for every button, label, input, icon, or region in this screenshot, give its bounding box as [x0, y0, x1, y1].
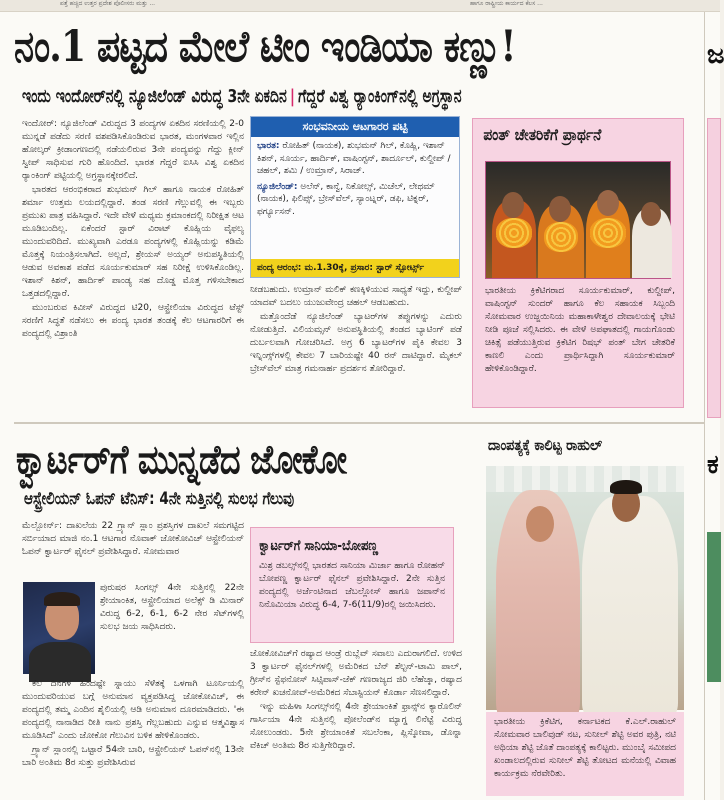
- story1-column-1: [22, 118, 244, 416]
- edge-pink-box: [707, 118, 721, 418]
- edge-glyph: ಜ: [707, 40, 724, 70]
- tennis-column-1-bottom: [22, 678, 244, 796]
- tennis-subhead: ಆಸ್ಟ್ರೇಲಿಯನ್ ಓಪನ್ ಟೆನಿಸ್: 4ನೇ ಸುತ್ತಿನಲ್ಲಿ ಸುಲಭ ಗೆಲುವು: [24, 489, 295, 509]
- tennis-paragraph: ಇನ್ನು ಮಹಿಳಾ ಸಿಂಗಲ್ಸ್‌ನಲ್ಲಿ 4ನೇ ಶ್ರೇಯಾಂಕಿತೆ ಫ್ರಾನ್ಸ್‌ನ ಕ್ಯಾರೊಲಿನ್ ಗಾರ್ಸಿಯಾ 4ನೇ ಸುತ್ತಿನಲ್ಲಿ ಪೋಲೆಂಡ್‌ನ ಮ್ಯಾಗ್ಡ ಲಿನೆಟ್ಟೆ ವಿರುದ್ಧ ಸೋಲುಂಡರು. 5ನೇ ಶ್ರೇಯಾಂಕಿತೆ ಸಬಲೆಂಕಾ, ಪ್ಲಿಸ್ಕೋವಾ, ಡೊನ್ನಾ ವೆಕಿಚ್ ಅಂತಿಮ 8ರ ಸುತ್ತಿಗೇರಿದ್ದಾರೆ.: [250, 702, 462, 751]
- adjacent-page-edge: [704, 12, 724, 800]
- main-headline: ನಂ.1 ಪಟ್ಟದ ಮೇಲೆ ಟೀಂ ಇಂಡಿಯಾ ಕಣ್ಣು!: [14, 22, 516, 72]
- story1-paragraph: ಇಂದೋರ್: ನ್ಯೂಜಿಲೆಂಡ್ ವಿರುದ್ಧದ 3 ಪಂದ್ಯಗಳ ಏಕದಿನ ಸರಣಿಯಲ್ಲಿ 2-0 ಮುನ್ನಡೆ ಪಡೆದು ಸರಣಿ ವಶಪಡಿಸಿಕೊಂಡಿರುವ ಭಾರತ, ಮಂಗಳವಾರ ಇಲ್ಲಿನ ಹೋಲ್ಕರ್ ಕ್ರೀಡಾಂಗಣದಲ್ಲಿ ನಡೆಯಲಿರುವ 3ನೇ ಪಂದ್ಯವನ್ನು ಗೆದ್ದು ಕ್ಲೀನ್ ಸ್ವೀಪ್ ಸಾಧಿಸುವ ಗುರಿ ಹೊಂದಿದೆ. ಭಾರತ ಗೆದ್ದರೆ ಐಸಿಸಿ ವಿಶ್ವ ಏಕದಿನ ರ‍್ಯಾಂಕಿಂಗ್ ಪಟ್ಟಿಯಲ್ಲಿ ಅಗ್ರಸ್ಥಾನಕ್ಕೇರಲಿದೆ.: [22, 119, 244, 181]
- rahul-wedding-text: ಭಾರತೀಯ ಕ್ರಿಕೆಟಿಗ, ಕರ್ನಾಟಕದ ಕೆ.ಎಲ್.ರಾಹುಲ್ ಸೋಮವಾರ ಬಾಲಿವುಡ್ ನಟ, ಸುನೀಲ್ ಶೆಟ್ಟಿ ಅವರ ಪುತ್ರಿ, ನಟಿ ಅಥಿಯಾ ಶೆಟ್ಟಿ ಜೊತೆ ದಾಂಪತ್ಯಕ್ಕೆ ಕಾಲಿಟ್ಟರು. ಮುಂಬೈ ಸಮೀಪದ ಖಂಡಾಲದಲ್ಲಿರುವ ಸುನೀಲ್ ಶೆಟ್ಟಿ ತೋಟದ ಮನೆಯಲ್ಲಿ ವಿವಾಹ ಕಾರ್ಯಕ್ರಮ ನೆರವೇರಿತು.: [486, 712, 684, 796]
- pant-box-title: ಪಂತ್ ಚೇತರಿಕೆಗೆ ಪ್ರಾರ್ಥನೆ: [483, 125, 602, 144]
- rahul-wedding-title: ದಾಂಪತ್ಯಕ್ಕೆ ಕಾಲಿಟ್ಟ ರಾಹುಲ್: [488, 436, 603, 454]
- pant-box-text: ಭಾರತೀಯ ಕ್ರಿಕೆಟಿಗರಾದ ಸೂರ್ಯಕುಮಾರ್, ಕುಲ್ದೀಪ್, ವಾಷಿಂಗ್ಟನ್ ಸುಂದರ್ ಹಾಗೂ ಕೆಲ ಸಹಾಯಕ ಸಿಬ್ಬಂದಿ ಸೋಮವಾರ ಉಜ್ಜಯಿನಿಯ ಮಹಾಕಾಳೇಶ್ವರ ದೇವಾಲಯಕ್ಕೆ ಭೇಟಿ ನೀಡಿ ಪೂಜೆ ಸಲ್ಲಿಸಿದರು. ಈ ವೇಳೆ ಅಪಘಾತದಲ್ಲಿ ಗಾಯಗೊಂಡು ಚಿಕಿತ್ಸೆ ಪಡೆಯುತ್ತಿರುವ ಕ್ರಿಕೆಟಿಗ ರಿಷಭ್ ಪಂತ್ ಬೇಗ ಚೇತರಿಕೆ ಕಾಣಲಿ ಎಂದು ಪ್ರಾರ್ಥಿಸಿದ್ದಾಗಿ ಸೂರ್ಯಕುಮಾರ್ ಹೇಳಿಕೊಂಡಿದ್ದಾರೆ.: [485, 286, 675, 374]
- edge-photo: [707, 532, 721, 682]
- tennis-column-2: [250, 648, 462, 796]
- strip-text-right: ಹಾಗೂ ರಾಷ್ಟ್ರೀಯ ಕಾರ್ಯದ ಕೆಲಸ ...: [470, 0, 543, 7]
- sania-bopanna-box: [250, 527, 454, 643]
- sania-box-text: ಮಿಶ್ರ ಡಬಲ್ಸ್‌ನಲ್ಲಿ ಭಾರತದ ಸಾನಿಯಾ ಮಿರ್ಜಾ ಹಾಗೂ ರೋಹನ್ ಬೋಪಣ್ಣ ಕ್ವಾರ್ಟರ್ ಫೈನಲ್ ಪ್ರವೇಶಿಸಿದ್ದಾರೆ. 2ನೇ ಸುತ್ತಿನ ಪಂದ್ಯದಲ್ಲಿ ಅರ್ಜೆಂಟಿನಾದ ಜೆಬಲ್ಲೋಸ್ ಹಾಗೂ ಜಪಾನ್‌ನ ನಿನೊಮಿಯಾ ವಿರುದ್ಧ 6-4, 7-6(11/9)ರಲ್ಲಿ ಜಯಿಸಿದರು.: [259, 561, 445, 610]
- tennis-headline: ಕ್ವಾರ್ಟರ್‌ಗೆ ಮುನ್ನಡೆದ ಜೋಕೋ: [16, 436, 347, 483]
- tennis-column-1-top: ಮೆಲ್ಬೋರ್ನ್: ದಾಖಲೆಯ 22 ಗ್ರ್ಯಾನ್ ಸ್ಲಾಂ ಪ್ರಶಸ್ತಿಗಳ ದಾಖಲೆ ಸಮಗಟ್ಟಿದ ಸರ್ಬಿಯಾದ ಮಾಜಿ ನಂ.1 ಆಟಗಾರ ನೊವಾಕ್ ಜೋಕೋವಿಚ್ ಆಸ್ಟ್ರೇಲಿಯನ್ ಓಪನ್ ಕ್ವಾರ್ಟರ್ ಫೈನಲ್ ಪ್ರವೇಶಿಸಿದ್ದಾರೆ. ಸೋಮವಾರ: [22, 521, 244, 557]
- story1-paragraph: ಭಾರತದ ಆರಂಭಿಕರಾದ ಶುಭಮನ್ ಗಿಲ್ ಹಾಗೂ ನಾಯಕ ರೋಹಿತ್ ಶರ್ಮಾ ಉತ್ತಮ ಲಯದಲ್ಲಿದ್ದಾರೆ. ತಂಡ ಸರಣಿ ಗೆಲ್ಲುವಲ್ಲಿ ಈ ಇಬ್ಬರು ಪ್ರಮುಖ ಪಾತ್ರ ವಹಿಸಿದ್ದಾರೆ. ಇದೇ ವೇಳೆ ಮಧ್ಯಮ ಕ್ರಮಾಂಕದಲ್ಲಿ ನಿರೀಕ್ಷಿತ ಆಟ ಮೂಡಿಬಂದಿಲ್ಲ. ಏಕೆಂದರೆ ಸ್ಟಾರ್ ವಿರಾಟ್ ಕೊಹ್ಲಿಯ ವೈಫಲ್ಯ ಮುಂದುವರಿದಿದೆ. ಮುಖ್ಯವಾಗಿ ಎರಡೂ ಪಂದ್ಯಗಳಲ್ಲಿ ಕೊಹ್ಲಿಯನ್ನು ಕಡಿಮೆ ಮೊತ್ತಕ್ಕೆ ನಿಯಂತ್ರಿಸಲಾಗಿದೆ. ಅಲ್ಲದೆ, ಶ್ರೇಯಸ್ ಅಯ್ಯರ್ ಅನುಪಸ್ಥಿತಿಯಲ್ಲಿ ಆಡುವ ಅವಕಾಶ ಪಡೆದ ಸೂರ್ಯಕುಮಾರ್ ಸಹ ನಿರೀಕ್ಷೆ ಉಳಿಸಿಕೊಂಡಿಲ್ಲ. ಇಶಾನ್ ಕಿಶನ್, ಹಾರ್ದಿಕ್ ಪಾಂಡ್ಯ ಸಹ ದೊಡ್ಡ ಮೊತ್ತ ಗಳಿಸಬೇಕಾದ ಒತ್ತಡದಲ್ಲಿದ್ದಾರೆ.: [22, 185, 244, 299]
- subhead-right: ಗೆದ್ದರೆ ವಿಶ್ವ ರ‍್ಯಾಂಕಿಂಗ್‌ನಲ್ಲಿ ಅಗ್ರಸ್ಥಾನ: [298, 86, 462, 107]
- section-divider: [14, 422, 704, 424]
- sania-box-title: ಕ್ವಾರ್ಟರ್‌ಗೆ ಸಾನಿಯಾ-ಬೋಪಣ್ಣ: [259, 538, 379, 554]
- temple-visit-photo: [485, 161, 671, 279]
- nz-label: ನ್ಯೂಜಿಲೆಂಡ್:: [257, 181, 298, 192]
- nz-players: ಅಲೆನ್, ಕಾನ್ವೆ, ನಿಕೋಲ್ಸ್, ಮಿಚೆಲ್, ಲೇಥಮ್ (ನಾಯಕ), ಫಿಲಿಪ್ಸ್, ಬ್ರೇಸ್‌ವೆಲ್, ಸ್ಯಾಂಟ್ನರ್, ಡಫಿ, ಟಿಕ್ನರ್, ಫರ್ಗ್ಯೂಸನ್.: [257, 181, 435, 217]
- probable-players-box: [250, 116, 460, 278]
- india-players: ರೋಹಿತ್ (ನಾಯಕ), ಶುಭಮನ್ ಗಿಲ್, ಕೊಹ್ಲಿ, ಇಶಾನ್ ಕಿಶನ್, ಸೂರ್ಯ, ಹಾರ್ದಿಕ್, ವಾಷಿಂಗ್ಟನ್, ಶಾರ್ದೂಲ್, ಕುಲ್ದೀಪ್ / ಚಹಲ್, ಶಮಿ / ಉಮ್ರಾನ್, ಸಿರಾಜ್.: [257, 141, 451, 176]
- nz-team: [257, 181, 453, 219]
- subhead-left: ಇಂದು ಇಂದೋರ್‌ನಲ್ಲಿ ನ್ಯೂಜಿಲೆಂಡ್ ವಿರುದ್ಧ 3ನೇ ಏಕದಿನ: [22, 86, 287, 107]
- tennis-paragraph: ಕೆಲ ದಿನಗಳ ಹಿಂದಷ್ಟೇ ಸ್ನಾಯು ಸೆಳೆತಕ್ಕೆ ಒಳಗಾಗಿ ಟೂರ್ನಿಯಲ್ಲಿ ಮುಂದುವರಿಯುವ ಬಗ್ಗೆ ಅನುಮಾನ ವ್ಯಕ್ತಪಡಿಸಿದ್ದ ಜೋಕೋವಿಚ್, ಈ ಪಂದ್ಯದಲ್ಲಿ ತಮ್ಮ ಎಂದಿನ ಶೈಲಿಯಲ್ಲಿ ಆಡಿ ಅನುಮಾನ ದೂರಮಾಡಿದರು. 'ಈ ಪಂದ್ಯದಲ್ಲಿ ನಾನಾಡಿದ ರೀತಿ ನಾನು ಪ್ರಶಸ್ತಿ ಗೆಲ್ಲಬಹುದು ಎನ್ನುವ ಆತ್ಮವಿಶ್ವಾಸ ಮೂಡಿಸಿದೆ' ಎಂದು ಜೋಕೋ ಗೆಲುವಿನ ಬಳಿಕ ಹೇಳಿಕೊಂಡರು.: [22, 679, 244, 741]
- story1-paragraph: ಮುಂಬರುವ ಕಿವೀಸ್ ವಿರುದ್ಧದ ಟಿ20, ಆಸ್ಟ್ರೇಲಿಯಾ ವಿರುದ್ಧದ ಟೆಸ್ಟ್ ಸರಣಿಗೆ ಸಿದ್ಧತೆ ನಡೆಸಲು ಈ ಪಂದ್ಯ ಭಾರತ ತಂಡಕ್ಕೆ ಕೆಲ ಆಟಗಾರರಿಗೆ ಈ ಪಂದ್ಯದಲ್ಲಿ ವಿಶ್ರಾಂತಿ: [22, 303, 244, 339]
- india-label: ಭಾರತ:: [257, 141, 280, 151]
- tennis-column-1-side: ಪುರುಷರ ಸಿಂಗಲ್ಸ್ 4ನೇ ಸುತ್ತಿನಲ್ಲಿ 22ನೇ ಶ್ರೇಯಾಂಕಿತ, ಆಸ್ಟ್ರೇಲಿಯಾದ ಅಲೆಕ್ಸ್ ಡಿ ಮಿನಾರ್ ವಿರುದ್ಧ 6-2, 6-1, 6-2 ನೇರ ಸೆಟ್‌ಗಳಲ್ಲಿ ಸುಲಭ ಜಯ ಸಾಧಿಸಿದರು.: [100, 583, 244, 632]
- wedding-photo: [486, 466, 684, 710]
- tennis-paragraph: ಗ್ರ್ಯಾನ್ ಸ್ಲಾಂನಲ್ಲಿ ಒಟ್ಟಾರೆ 54ನೇ ಬಾರಿ, ಆಸ್ಟ್ರೇಲಿಯನ್ ಓಪನ್‌ನಲ್ಲಿ 13ನೇ ಬಾರಿ ಅಂತಿಮ 8ರ ಸುತ್ತು ಪ್ರವೇಶಿಸಿರುವ: [22, 745, 244, 768]
- story1-paragraph: ಮತ್ತೊಂದೆಡೆ ನ್ಯೂಜಿಲೆಂಡ್ ಬ್ಯಾಟರ್‌ಗಳ ತಪ್ಪುಗಳನ್ನು ಎದುರು ನೋಡುತ್ತಿದೆ. ವಿಲಿಯಮ್ಸನ್ ಅನುಪಸ್ಥಿತಿಯಲ್ಲಿ ತಂಡದ ಬ್ಯಾಟಿಂಗ್ ಪಡೆ ದುರ್ಬಲವಾಗಿ ಗೋಚರಿಸಿದೆ. ಅಗ್ರ 6 ಬ್ಯಾಟರ್‌ಗಳ ಪೈಕಿ ಕೇವಲ 3 ಇನ್ನಿಂಗ್ಸ್‌ಗಳಲ್ಲಿ ಕೇವಲ 7 ಬಾರಿಯಷ್ಟೇ 40 ರನ್ ದಾಟಿದ್ದಾರೆ. ಮೈಕಲ್ ಬ್ರೇಸ್‌ವೆಲ್ ಮಾತ್ರ ಗಮನಾರ್ಹ ಪ್ರದರ್ಶನ ತೋರಿದ್ದಾರೆ.: [250, 312, 462, 374]
- story1-column-2: [250, 284, 462, 416]
- probables-title: ಸಂಭವನೀಯ ಆಟಗಾರರ ಪಟ್ಟಿ: [251, 117, 459, 137]
- edge-glyph: ಕ: [707, 450, 719, 480]
- djokovic-photo: [23, 582, 95, 674]
- main-subhead: [22, 86, 462, 107]
- india-team: [257, 140, 453, 178]
- story1-paragraph: ನೀಡಬಹುದು. ಉಮ್ರಾನ್ ಮಲಿಕ್ ಕಣಕ್ಕಿಳಿಯುವ ಸಾಧ್ಯತೆ ಇದ್ದು, ಕುಲ್ದೀಪ್ ಯಾದವ್ ಬದಲು ಯುಜುವೇಂದ್ರ ಚಹಲ್ ಆಡಬಹುದು.: [250, 285, 462, 308]
- previous-page-strip: [0, 0, 720, 12]
- strip-text-left: ಪತ್ತೆ ಹಚ್ಚಿದ ಉತ್ತರ ಪ್ರದೇಶ ಪೊಲೀಸರು ಮತ್ತು ...: [60, 0, 156, 7]
- pant-prayer-box: [472, 118, 684, 408]
- tennis-paragraph: ಜೋಕೋವಿಚ್‌ಗೆ ರಷ್ಯಾದ ಆಂಡ್ರೆ ರುಬ್ಲೆವ್ ಸವಾಲು ಎದುರಾಗಲಿದೆ. ಉಳಿದ 3 ಕ್ವಾರ್ಟರ್ ಫೈನಲ್‌ಗಳಲ್ಲಿ ಅಮೆರಿಕದ ಬೆನ್ ಶೆಲ್ಟನ್-ಟಾಮಿ ಪಾಲ್, ಗ್ರೀಸ್‌ನ ಸ್ಟೆಫನೋಸ್ ಸಿಟ್ಸಿಪಾಸ್-ಜೆಕ್ ಗಣರಾಜ್ಯದ ಜಿರಿ ಲೆಹೆಚ್ಕಾ, ರಷ್ಯಾದ ಕರೇನ್ ಖಚನೋವ್-ಅಮೆರಿಕದ ಸೆಬಾಸ್ಟಿಯನ್ ಕೊರ್ಡಾ ಸೆಣಸಲಿದ್ದಾರೆ.: [250, 649, 462, 698]
- subhead-separator: |: [289, 86, 296, 107]
- match-info-footer: ಪಂದ್ಯ ಆರಂಭ: ಮ.1.30ಕ್ಕೆ, ಪ್ರಸಾರ: ಸ್ಟಾರ್ ಸ್ಪೋರ್ಟ್ಸ್: [251, 259, 459, 277]
